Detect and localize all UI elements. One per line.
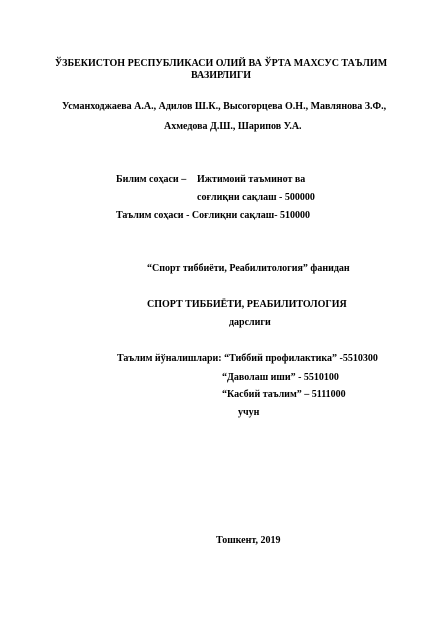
ministry-heading-line1: ЎЗБЕКИСТОН РЕСПУБЛИКАСИ ОЛИЙ ВА ЎРТА МАХСУС ТАЪЛИМ xyxy=(54,58,388,69)
direction-line3: “Касбий таълим” – 5111000 xyxy=(222,389,346,400)
directions-label-line: Таълим йўналишлари: “Тиббий профилактика” -5510300 xyxy=(117,353,378,364)
knowledge-area-value-line2: соғлиқни сақлаш - 500000 xyxy=(197,192,315,203)
authors-line1: Усманходжаева А.А., Адилов Ш.К., Высогорцева О.Н., Мавлянова З.Ф., xyxy=(62,101,387,112)
book-title: СПОРТ ТИББИЁТИ, РЕАБИЛИТОЛОГИЯ xyxy=(147,299,347,310)
city-year: Тошкент, 2019 xyxy=(216,535,281,546)
book-type: дарслиги xyxy=(229,317,271,328)
knowledge-area-label: Билим соҳаси – xyxy=(116,174,187,185)
direction-line4: учун xyxy=(238,407,260,418)
direction-line2: “Даволаш иши” - 5510100 xyxy=(222,372,339,383)
ministry-heading-line2: ВАЗИРЛИГИ xyxy=(190,70,252,81)
education-area: Таълим соҳаси - Соғлиқни сақлаш- 510000 xyxy=(116,210,311,221)
course-line: “Спорт тиббиёти, Реабилитология” фанидан xyxy=(147,263,350,274)
knowledge-area-value-line1: Ижтимоий таъминот ва xyxy=(197,174,306,185)
authors-line2: Ахмедова Д.Ш., Шарипов У.А. xyxy=(164,121,302,132)
